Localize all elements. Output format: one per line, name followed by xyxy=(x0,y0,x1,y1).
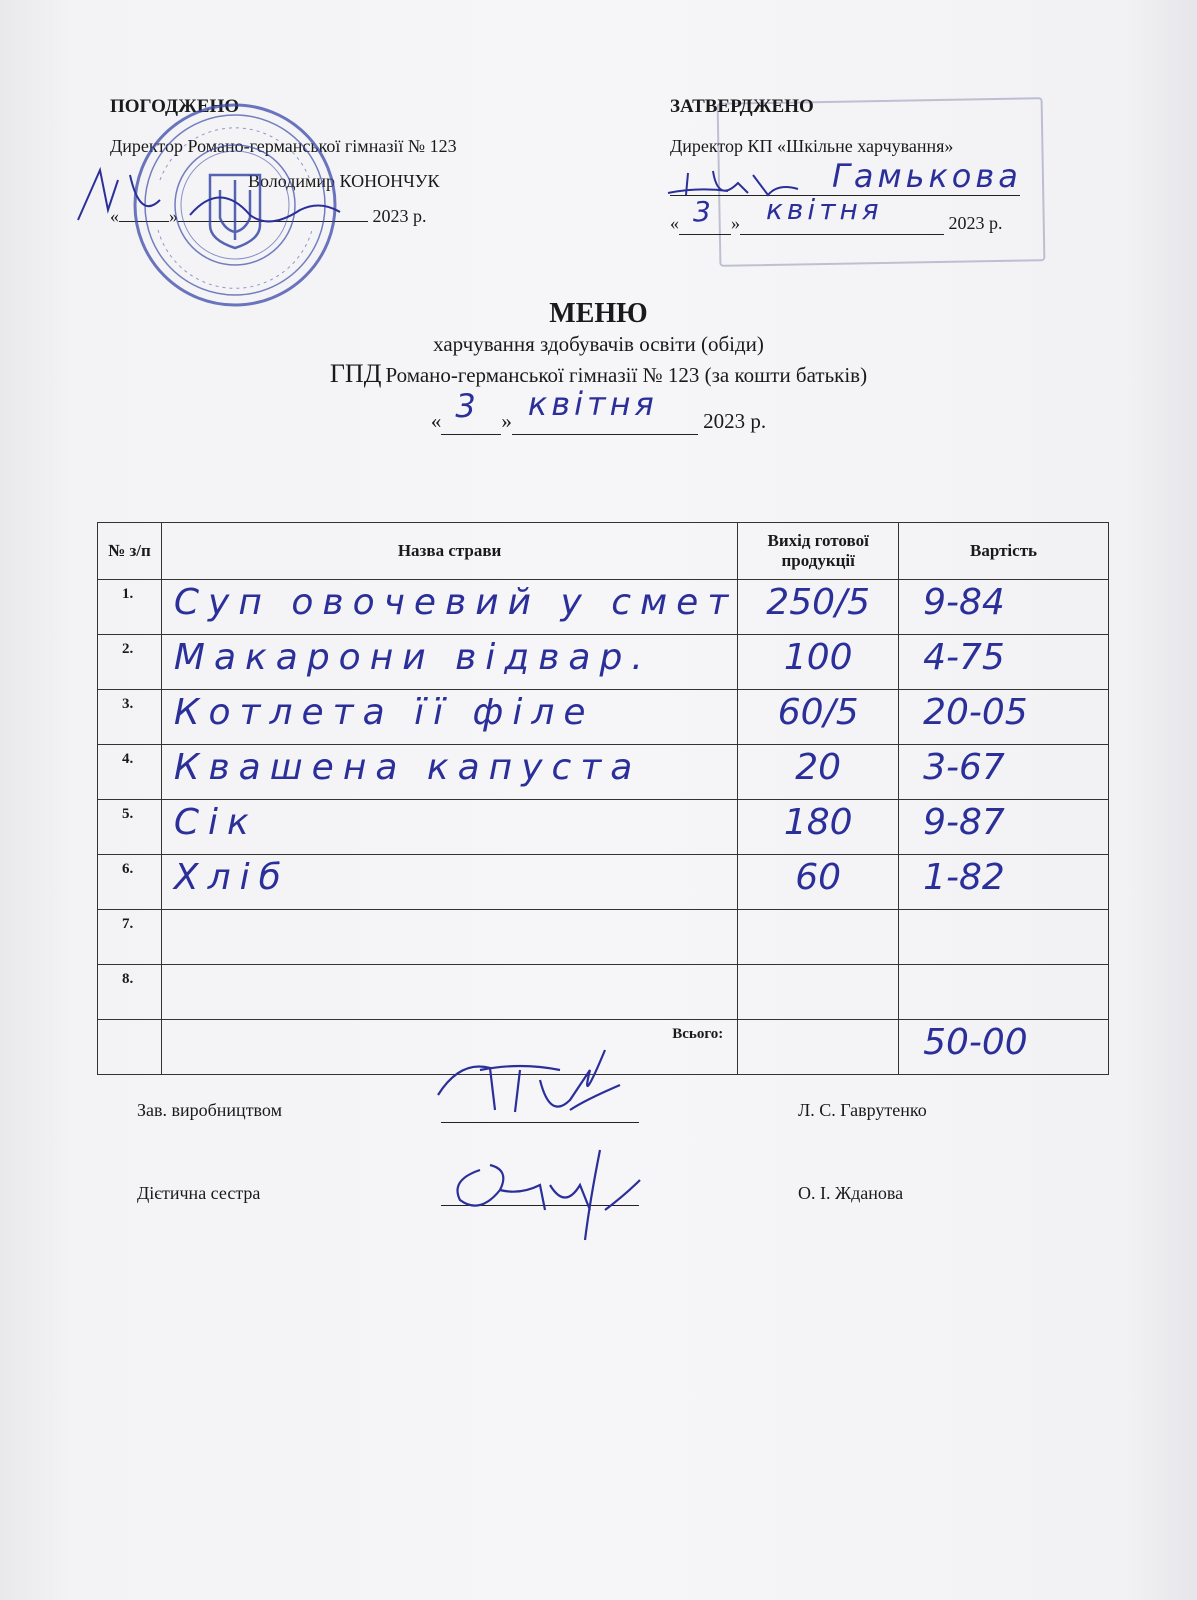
total-value: 50-00 xyxy=(899,1020,1109,1075)
approved-month-line xyxy=(740,193,944,235)
row-num: 1. xyxy=(98,580,162,635)
table-row xyxy=(98,745,1109,800)
page-title: МЕНЮ xyxy=(549,298,648,329)
header-dish: Назва страви xyxy=(161,523,737,580)
sig-scribble-2 xyxy=(440,1140,660,1250)
row-dish xyxy=(161,965,737,1020)
approved-day: 3 xyxy=(693,195,715,228)
header-num: № з/п xyxy=(98,523,162,580)
table-header-row xyxy=(98,523,1109,580)
agreed-year: 2023 р. xyxy=(372,206,427,226)
row-price: 3-67 xyxy=(899,745,1109,800)
row-num: 6. xyxy=(98,855,162,910)
row-dish: Сік xyxy=(161,800,737,855)
table-row xyxy=(98,800,1109,855)
approved-date-open: « xyxy=(670,213,679,233)
approved-signature-name: Гамькова xyxy=(832,157,1022,195)
row-yield xyxy=(738,910,899,965)
row-yield: 180 xyxy=(738,800,899,855)
row-dish: Квашена капуста xyxy=(161,745,737,800)
row-yield: 20 xyxy=(738,745,899,800)
agreed-title: ПОГОДЖЕНО xyxy=(110,96,240,117)
row-yield: 60 xyxy=(738,855,899,910)
menu-table xyxy=(97,522,1109,1075)
table-row xyxy=(98,855,1109,910)
row-dish: Суп овочевий у смет xyxy=(161,580,737,635)
row-yield: 100 xyxy=(738,635,899,690)
menu-year: 2023 р. xyxy=(703,409,767,433)
row-price: 1-82 xyxy=(899,855,1109,910)
sig-scribble-1 xyxy=(420,1040,640,1140)
row-price: 20-05 xyxy=(899,690,1109,745)
table-row xyxy=(98,690,1109,745)
menu-day: 3 xyxy=(455,387,480,425)
table-row xyxy=(98,910,1109,965)
page-subtitle: харчування здобувачів освіти (обіди) xyxy=(433,332,764,356)
total-empty-cell xyxy=(98,1020,162,1075)
sig-name-2: О. І. Жданова xyxy=(798,1183,904,1203)
sig-role-1: Зав. виробництвом xyxy=(137,1100,282,1120)
menu-day-line xyxy=(441,387,501,435)
row-price: 4-75 xyxy=(899,635,1109,690)
approved-day-line xyxy=(679,195,731,235)
approved-position: Директор КП «Шкільне харчування» xyxy=(670,136,954,156)
menu-month: квітня xyxy=(527,385,658,423)
row-num: 7. xyxy=(98,910,162,965)
row-dish: Макарони відвар. xyxy=(161,635,737,690)
table-row xyxy=(98,580,1109,635)
approved-date xyxy=(670,193,1050,235)
row-yield xyxy=(738,965,899,1020)
approved-date-mid: » xyxy=(731,213,740,233)
sig-role-2: Дієтична сестра xyxy=(137,1183,261,1203)
group-prefix: ГПД xyxy=(329,359,382,388)
total-label: Всього: xyxy=(161,1020,737,1075)
sig-name-1: Л. С. Гаврутенко xyxy=(798,1100,927,1120)
agreed-name: Володимир КОНОНЧУК xyxy=(248,171,440,191)
row-dish: Котлета її філе xyxy=(161,690,737,745)
row-num: 2. xyxy=(98,635,162,690)
row-num: 4. xyxy=(98,745,162,800)
row-yield: 250/5 xyxy=(738,580,899,635)
approved-block xyxy=(670,96,1050,256)
row-num: 8. xyxy=(98,965,162,1020)
total-yield-cell xyxy=(738,1020,899,1075)
approved-title: ЗАТВЕРДЖЕНО xyxy=(670,96,814,117)
table-row xyxy=(98,965,1109,1020)
menu-date xyxy=(0,385,1197,435)
agreed-position: Директор Романо-германської гімназії № 123 xyxy=(110,136,457,156)
menu-heading xyxy=(0,298,1197,435)
row-price: 9-84 xyxy=(899,580,1109,635)
menu-month-line xyxy=(512,385,698,435)
agreed-date-open: « xyxy=(110,206,119,226)
row-num: 5. xyxy=(98,800,162,855)
header-price: Вартість xyxy=(899,523,1109,580)
approved-year: 2023 р. xyxy=(948,213,1003,233)
row-num: 3. xyxy=(98,690,162,745)
table-body xyxy=(98,580,1109,1075)
group-rest: Романо-германської гімназії № 123 (за кошти батьків) xyxy=(385,363,868,387)
row-price xyxy=(899,965,1109,1020)
row-price: 9-87 xyxy=(899,800,1109,855)
menu-date-open: « xyxy=(430,409,442,433)
header-yield: Вихід готової продукції xyxy=(738,523,899,580)
row-dish: Хліб xyxy=(161,855,737,910)
row-price xyxy=(899,910,1109,965)
approved-month: квітня xyxy=(766,193,883,226)
agreed-date-close: » xyxy=(169,206,178,226)
table-row xyxy=(98,635,1109,690)
menu-date-mid: » xyxy=(501,409,512,433)
row-dish xyxy=(161,910,737,965)
row-yield: 60/5 xyxy=(738,690,899,745)
agreed-signature xyxy=(70,160,370,250)
